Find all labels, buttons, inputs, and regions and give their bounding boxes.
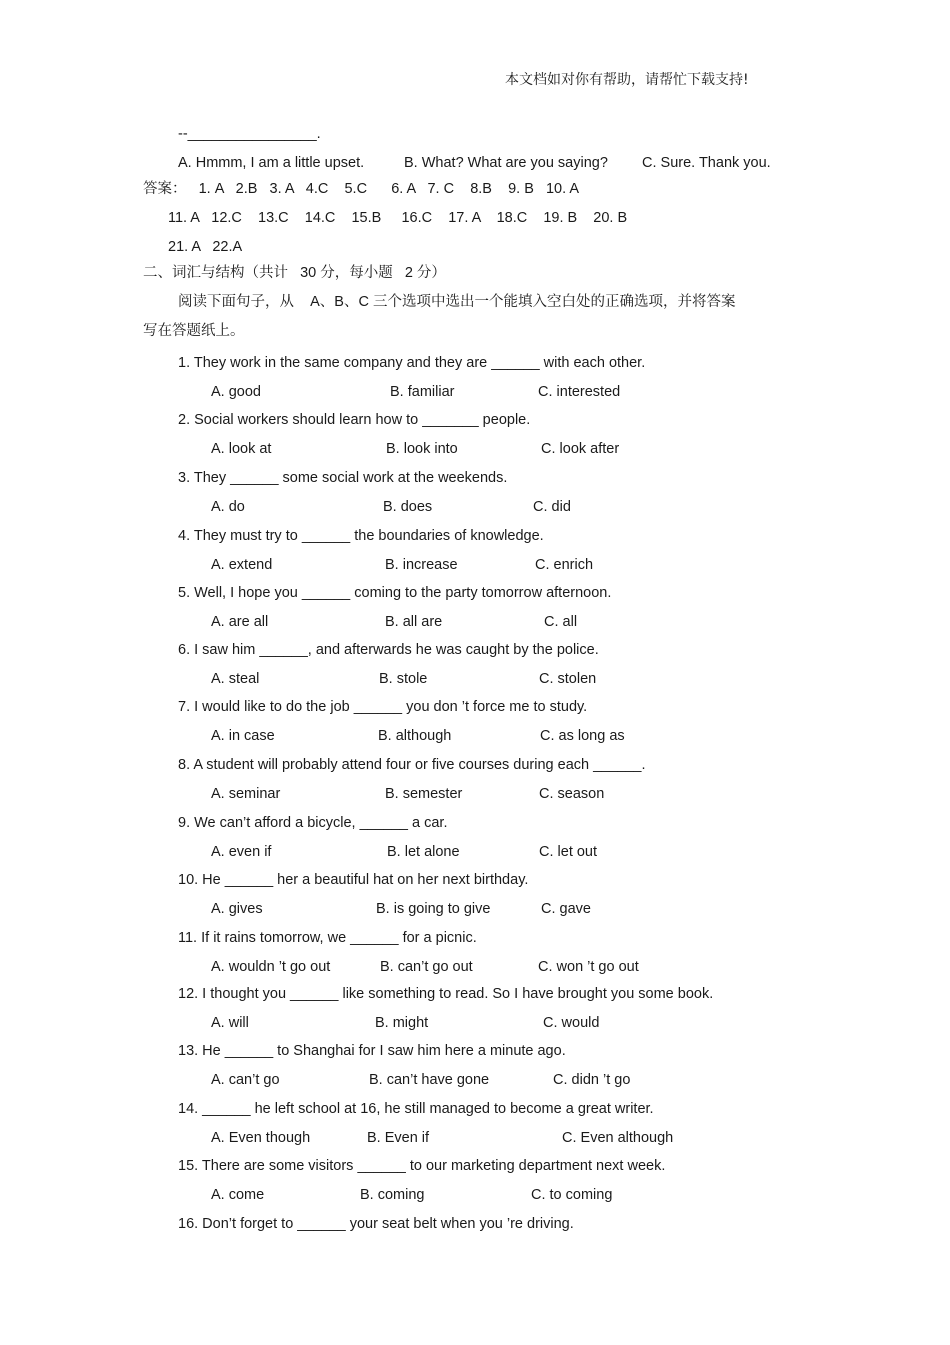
question-option-a: A. do: [211, 499, 245, 515]
question-option-c: C. interested: [538, 384, 621, 400]
answers-line-1: 答案： 1. A 2.B 3. A 4.C 5.C 6. A 7. C 8.B 9. B 10. A: [143, 181, 580, 197]
question-text: 9. We can’t afford a bicycle, ______ a car.: [178, 815, 448, 831]
question-option-a: A. seminar: [211, 786, 281, 802]
question-option-a: A. Even though: [211, 1130, 311, 1146]
question-option-a: A. even if: [211, 844, 272, 860]
question-option-b: B. familiar: [390, 384, 455, 400]
question-text: 7. I would like to do the job ______ you don ’t force me to study.: [178, 699, 588, 715]
question-option-c: C. enrich: [535, 557, 594, 573]
question-option-b: B. although: [378, 728, 452, 744]
question-option-b: B. can’t go out: [380, 959, 473, 975]
question-option-a: A. are all: [211, 614, 269, 630]
question-option-b: B. stole: [379, 671, 428, 687]
question-option-b: B. increase: [385, 557, 458, 573]
question-option-c: C. stolen: [539, 671, 597, 687]
section-title: 二、词汇与结构（共计 30 分，每小题 2 分）: [143, 265, 446, 281]
question-option-a: A. wouldn ’t go out: [211, 959, 331, 975]
question-option-b: B. all are: [385, 614, 443, 630]
question-option-c: C. season: [539, 786, 605, 802]
question-option-b: B. coming: [360, 1187, 425, 1203]
question-text: 10. He ______ her a beautiful hat on her next birthday.: [178, 872, 529, 888]
question-text: 8. A student will probably attend four or five courses during each ______.: [178, 757, 646, 773]
question-option-a: A. in case: [211, 728, 275, 744]
answers-line-2: 11. A 12.C 13.C 14.C 15.B 16.C 17. A 18.C 19. B 20. B: [168, 210, 628, 226]
top-option-a: A. Hmmm, I am a little upset.: [178, 155, 365, 171]
question-option-b: B. might: [375, 1015, 429, 1031]
question-option-a: A. will: [211, 1015, 249, 1031]
question-option-c: C. all: [544, 614, 578, 630]
answers-line-3: 21. A 22.A: [168, 239, 243, 255]
question-text: 12. I thought you ______ like something to read. So I have brought you some book.: [178, 986, 714, 1002]
question-option-b: B. is going to give: [376, 901, 491, 917]
question-text: 13. He ______ to Shanghai for I saw him here a minute ago.: [178, 1043, 566, 1059]
question-option-b: B. Even if: [367, 1130, 430, 1146]
question-text: 15. There are some visitors ______ to our marketing department next week.: [178, 1158, 666, 1174]
question-text: 11. If it rains tomorrow, we ______ for a picnic.: [178, 930, 477, 946]
question-option-b: B. let alone: [387, 844, 460, 860]
question-text: 14. ______ he left school at 16, he still managed to become a great writer.: [178, 1101, 654, 1117]
question-option-a: A. gives: [211, 901, 263, 917]
question-option-a: A. good: [211, 384, 261, 400]
question-text: 5. Well, I hope you ______ coming to the party tomorrow afternoon.: [178, 585, 612, 601]
question-option-c: C. would: [543, 1015, 600, 1031]
section-instruction-2: 写在答题纸上。: [143, 323, 245, 339]
blank-line: --________________.: [178, 126, 321, 142]
question-option-c: C. look after: [541, 441, 620, 457]
question-option-c: C. won ’t go out: [538, 959, 639, 975]
question-option-a: A. come: [211, 1187, 265, 1203]
question-option-b: B. look into: [386, 441, 458, 457]
question-option-c: C. did: [533, 499, 571, 515]
question-text: 4. They must try to ______ the boundaries of knowledge.: [178, 528, 544, 544]
top-option-b: B. What? What are you saying?: [404, 155, 608, 171]
question-option-c: C. let out: [539, 844, 598, 860]
section-instruction-1: 阅读下面句子，从 A、B、C 三个选项中选出一个能填入空白处的正确选项，并将答案: [178, 294, 736, 310]
top-option-c: C. Sure. Thank you.: [642, 155, 771, 171]
question-text: 2. Social workers should learn how to _______ people.: [178, 412, 531, 428]
question-text: 16. Don’t forget to ______ your seat belt when you ’re driving.: [178, 1216, 574, 1232]
question-option-c: C. gave: [541, 901, 591, 917]
question-option-a: A. steal: [211, 671, 260, 687]
question-text: 3. They ______ some social work at the weekends.: [178, 470, 508, 486]
header-note: 本文档如对你有帮助，请帮忙下载支持!: [505, 72, 749, 88]
question-option-b: B. can’t have gone: [369, 1072, 490, 1088]
question-option-a: A. look at: [211, 441, 272, 457]
question-option-c: C. didn ’t go: [553, 1072, 631, 1088]
question-text: 1. They work in the same company and they are ______ with each other.: [178, 355, 646, 371]
question-option-b: B. semester: [385, 786, 463, 802]
question-option-c: C. to coming: [531, 1187, 613, 1203]
question-option-a: A. can’t go: [211, 1072, 280, 1088]
question-option-c: C. as long as: [540, 728, 625, 744]
question-option-a: A. extend: [211, 557, 273, 573]
question-option-b: B. does: [383, 499, 433, 515]
question-option-c: C. Even although: [562, 1130, 674, 1146]
question-text: 6. I saw him ______, and afterwards he was caught by the police.: [178, 642, 599, 658]
